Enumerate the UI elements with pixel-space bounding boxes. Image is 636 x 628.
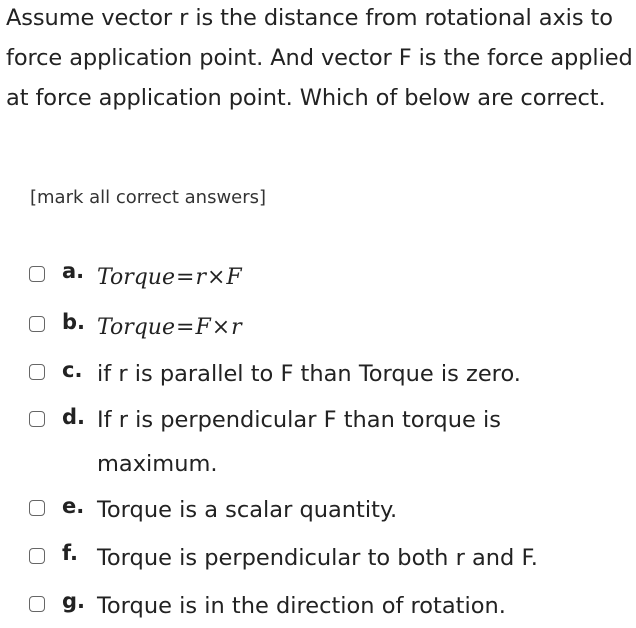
option-text-d: If r is perpendicular F than torque is maximum. bbox=[97, 407, 501, 477]
checkbox-d[interactable] bbox=[29, 411, 45, 427]
option-text-f: Torque is perpendicular to both r and F. bbox=[97, 545, 538, 571]
option-letter-b: b. bbox=[62, 310, 86, 334]
instruction-text: [mark all correct answers] bbox=[30, 187, 267, 208]
option-letter-e: e. bbox=[62, 494, 85, 518]
option-letter-f: f. bbox=[62, 541, 78, 565]
checkbox-a[interactable] bbox=[29, 266, 45, 282]
option-text-c: if r is parallel to F than Torque is zero. bbox=[97, 361, 521, 387]
option-formula-b: Torque=F×r bbox=[97, 315, 242, 340]
question-text: Assume vector r is the distance from rotational axis to force application point. And vector F is the force applied at force application point. Which of below are correct. bbox=[6, 5, 633, 111]
checkbox-g[interactable] bbox=[29, 596, 45, 612]
option-text-e: Torque is a scalar quantity. bbox=[97, 497, 398, 523]
option-letter-c: c. bbox=[62, 358, 83, 382]
option-letter-g: g. bbox=[62, 589, 86, 613]
checkbox-e[interactable] bbox=[29, 500, 45, 516]
option-letter-a: a. bbox=[62, 259, 85, 283]
checkbox-c[interactable] bbox=[29, 364, 45, 380]
checkbox-f[interactable] bbox=[29, 548, 45, 564]
option-formula-a: Torque=r×F bbox=[97, 265, 242, 290]
option-letter-d: d. bbox=[62, 405, 86, 429]
option-text-g: Torque is in the direction of rotation. bbox=[97, 593, 506, 619]
checkbox-b[interactable] bbox=[29, 316, 45, 332]
